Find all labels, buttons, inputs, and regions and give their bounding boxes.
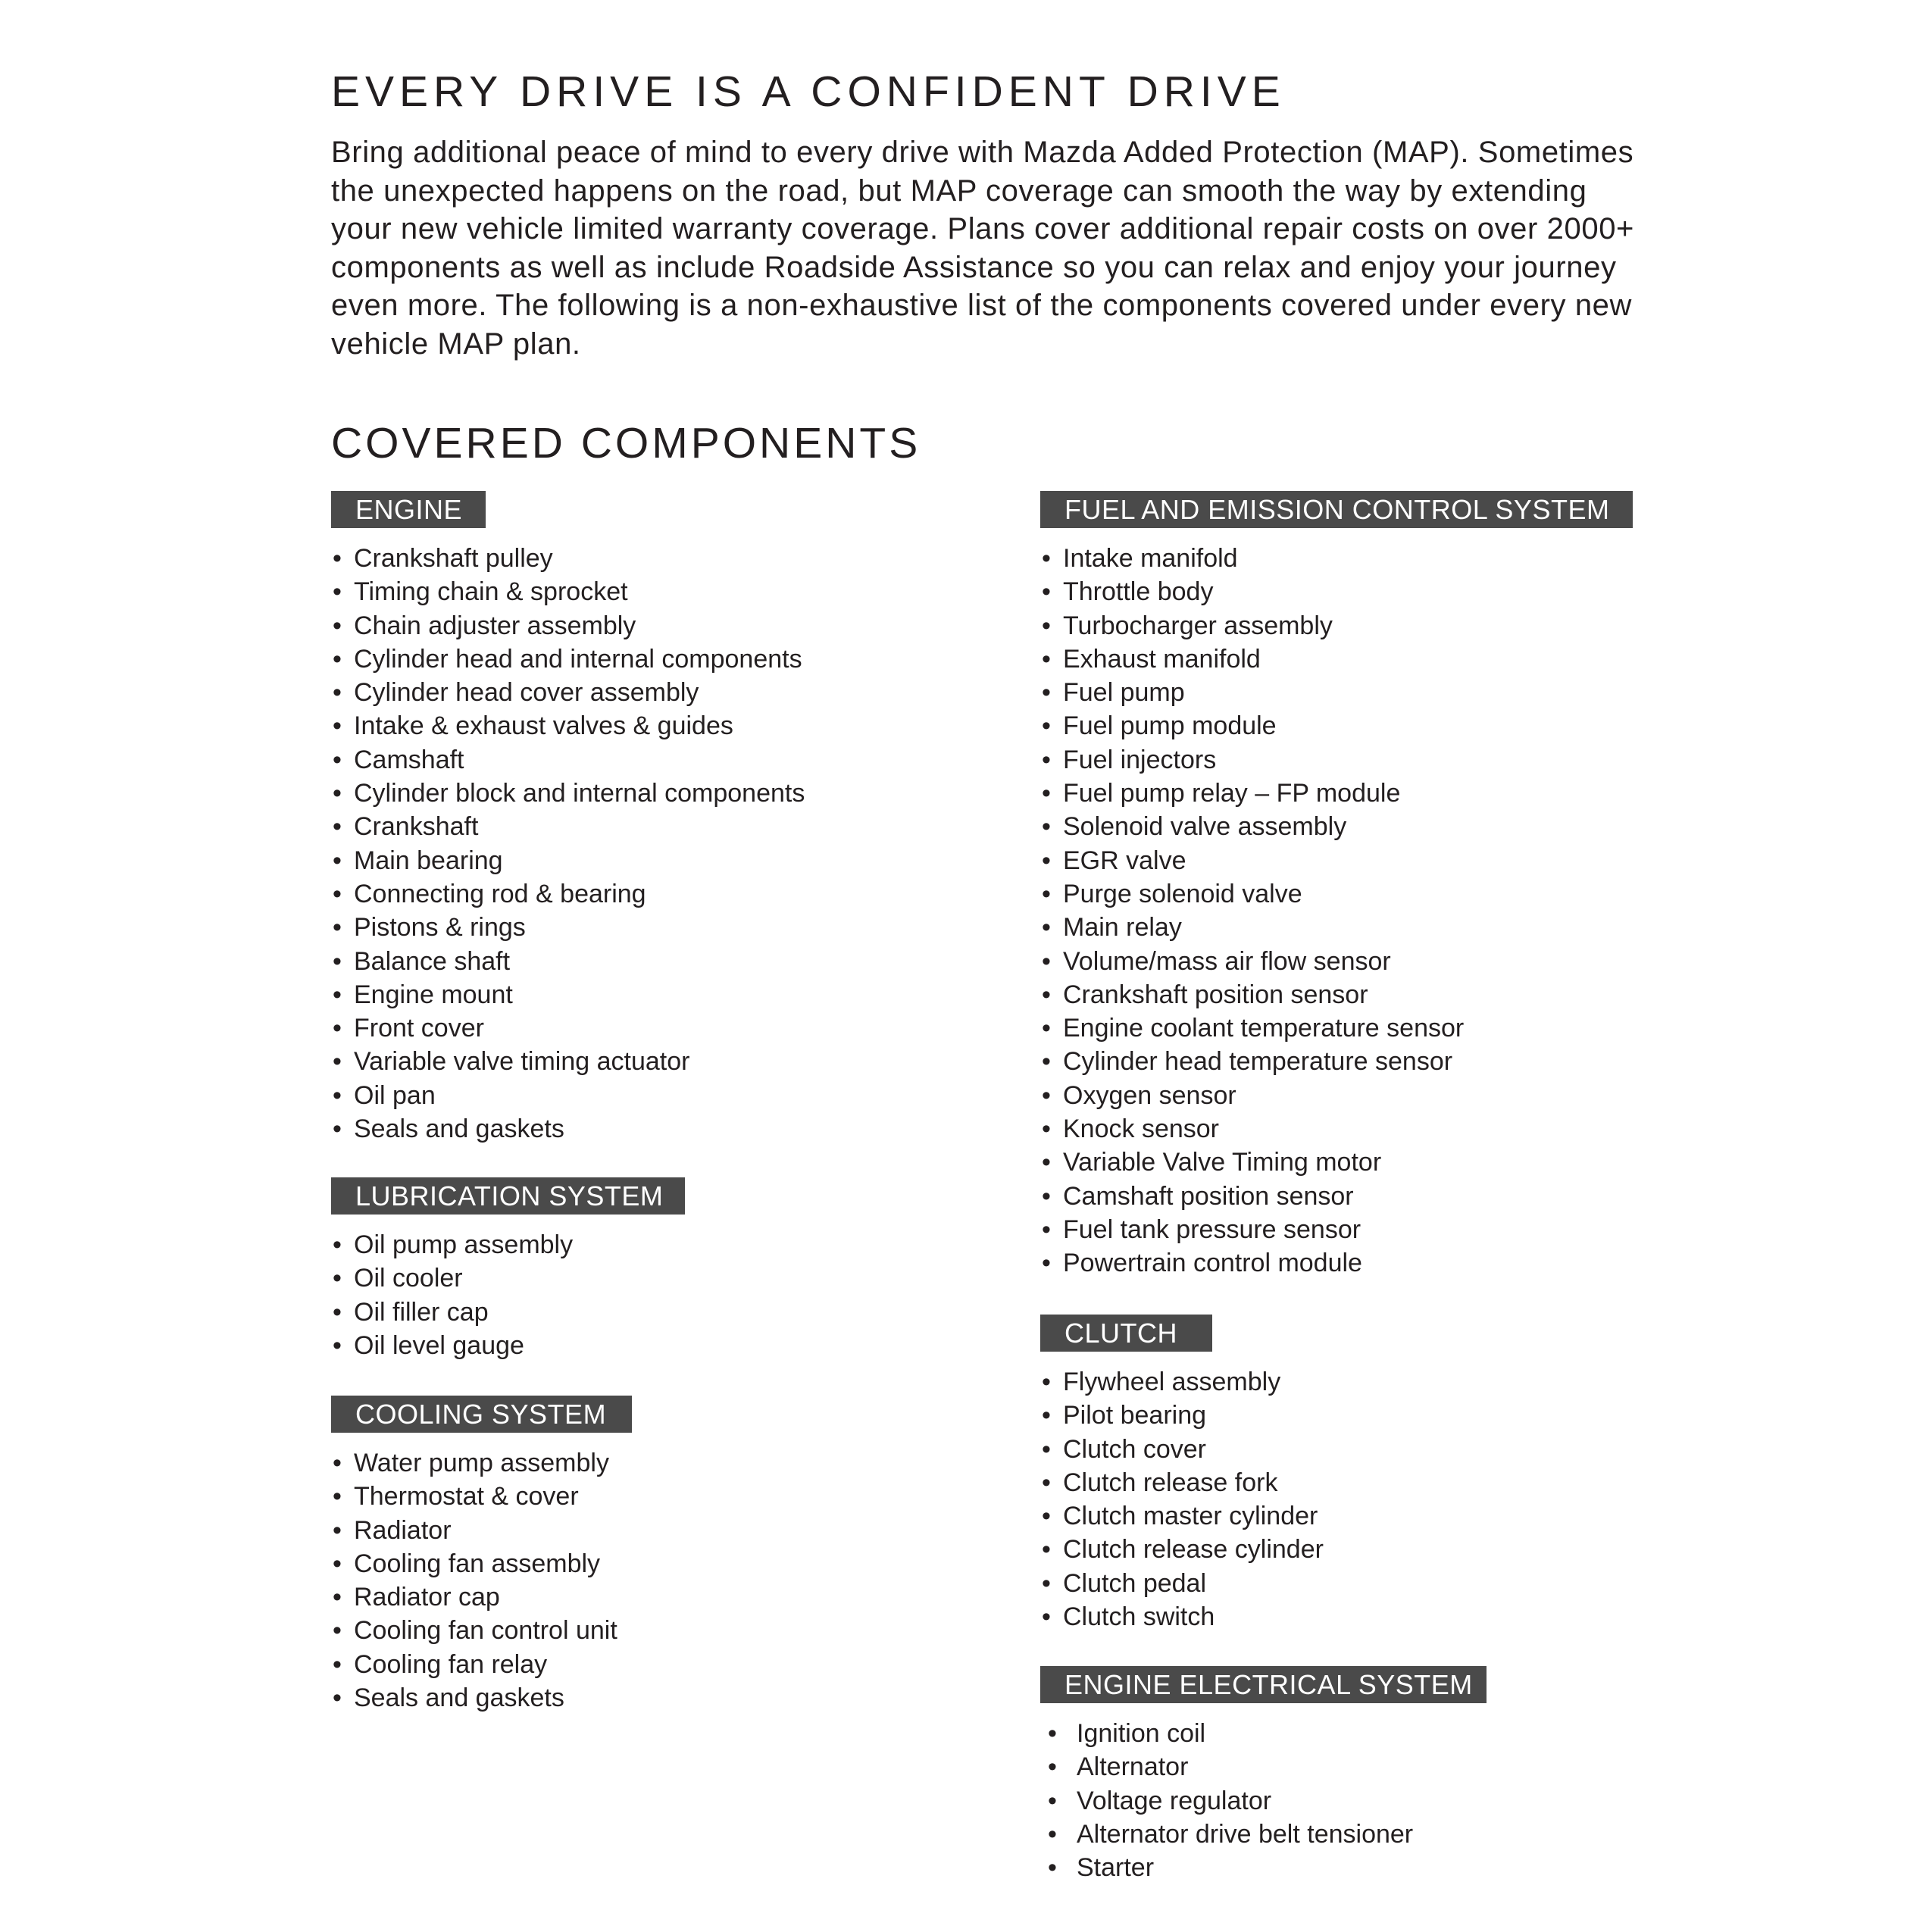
component-name: Turbocharger assembly	[1063, 611, 1333, 640]
component-name: Oxygen sensor	[1063, 1080, 1236, 1110]
bullet-icon: •	[1042, 745, 1051, 774]
component-name: Purge solenoid valve	[1063, 879, 1302, 908]
component-list-item	[331, 844, 805, 877]
component-name: Seals and gaskets	[354, 1114, 564, 1144]
component-list-item	[1040, 877, 1633, 911]
component-list-item	[1040, 709, 1633, 742]
component-name: Knock sensor	[1063, 1114, 1219, 1144]
bullet-icon: •	[333, 1080, 342, 1110]
component-list-item	[331, 945, 805, 978]
bullet-icon: •	[1048, 1819, 1057, 1849]
bullet-icon: •	[333, 711, 342, 741]
component-name: Camshaft position sensor	[1063, 1181, 1354, 1211]
bullet-icon: •	[333, 577, 342, 607]
component-list-item	[1040, 1784, 1487, 1818]
component-name: Oil pump assembly	[354, 1230, 574, 1259]
page-title: EVERY DRIVE IS A CONFIDENT DRIVE	[331, 67, 1286, 116]
bullet-icon: •	[1042, 779, 1051, 808]
component-name: Cylinder head cover assembly	[354, 678, 699, 708]
component-list-item	[331, 1681, 632, 1715]
component-name: Volume/mass air flow sensor	[1063, 946, 1391, 976]
category-clutch	[1040, 1315, 1324, 1633]
component-list-item	[1040, 1851, 1487, 1884]
component-list-item	[331, 743, 805, 777]
bullet-icon: •	[1042, 1249, 1051, 1278]
bullet-icon: •	[333, 1515, 342, 1545]
component-name: Camshaft	[354, 745, 464, 774]
component-name: Cooling fan relay	[354, 1649, 548, 1679]
bullet-icon: •	[1042, 946, 1051, 976]
category-header-engine-electrical: ENGINE ELECTRICAL SYSTEM	[1040, 1666, 1487, 1703]
component-list-item	[1040, 575, 1633, 608]
bullet-icon: •	[1042, 913, 1051, 943]
category-header-clutch: CLUTCH	[1040, 1315, 1212, 1352]
bullet-icon: •	[1042, 577, 1051, 607]
component-list-item	[1040, 1146, 1633, 1179]
bullet-icon: •	[333, 1114, 342, 1144]
component-list-item	[1040, 1213, 1633, 1246]
component-name: Fuel pump module	[1063, 711, 1277, 741]
component-list-lubrication	[331, 1228, 685, 1362]
bullet-icon: •	[1042, 1080, 1051, 1110]
component-list-item	[1040, 1079, 1633, 1112]
bullet-icon: •	[1042, 1047, 1051, 1077]
bullet-icon: •	[1042, 644, 1051, 674]
component-list-item	[331, 777, 805, 810]
component-name: Oil cooler	[354, 1264, 463, 1293]
component-list-item	[331, 1228, 685, 1261]
component-list-item	[1040, 1433, 1324, 1466]
component-list-item	[331, 1045, 805, 1078]
bullet-icon: •	[333, 1449, 342, 1477]
bullet-icon: •	[1042, 1014, 1051, 1043]
component-name: Fuel injectors	[1063, 745, 1217, 774]
component-name: Cooling fan control unit	[354, 1616, 617, 1646]
category-engine-electrical	[1040, 1666, 1487, 1884]
component-list-item	[331, 877, 805, 911]
bullet-icon: •	[1048, 1786, 1057, 1815]
component-name: Ignition coil	[1077, 1719, 1206, 1748]
component-list-item	[1040, 676, 1633, 709]
component-name: Powertrain control module	[1063, 1249, 1362, 1278]
component-list-item	[1040, 1180, 1633, 1213]
component-name: Timing chain & sprocket	[354, 577, 628, 607]
bullet-icon: •	[333, 544, 342, 573]
bullet-icon: •	[333, 946, 342, 976]
component-name: Clutch release fork	[1063, 1468, 1278, 1497]
component-list-item	[1040, 777, 1633, 810]
bullet-icon: •	[1042, 544, 1051, 573]
component-list-item	[331, 609, 805, 642]
bullet-icon: •	[333, 879, 342, 908]
component-name: Crankshaft pulley	[354, 544, 553, 573]
component-list-item	[331, 911, 805, 944]
category-header-cooling: COOLING SYSTEM	[331, 1396, 632, 1433]
component-list-item	[1040, 609, 1633, 642]
component-list-item	[331, 1480, 632, 1513]
bullet-icon: •	[1042, 1114, 1051, 1144]
component-list-item	[331, 1614, 632, 1647]
component-list-item	[331, 1296, 685, 1329]
component-list-item	[1040, 642, 1633, 676]
bullet-icon: •	[1042, 711, 1051, 741]
bullet-icon: •	[333, 1264, 342, 1293]
component-list-item	[331, 1648, 632, 1681]
bullet-icon: •	[333, 846, 342, 875]
bullet-icon: •	[1042, 1502, 1051, 1531]
component-name: Crankshaft	[354, 812, 479, 842]
component-name: Clutch switch	[1063, 1602, 1215, 1632]
bullet-icon: •	[1042, 980, 1051, 1009]
bullet-icon: •	[333, 678, 342, 708]
bullet-icon: •	[1048, 1752, 1057, 1782]
component-name: Chain adjuster assembly	[354, 611, 636, 640]
component-name: Clutch cover	[1063, 1434, 1206, 1464]
component-name: Radiator cap	[354, 1583, 500, 1612]
component-name: Oil filler cap	[354, 1297, 489, 1327]
bullet-icon: •	[333, 1297, 342, 1327]
component-name: Alternator drive belt tensioner	[1077, 1819, 1414, 1849]
bullet-icon: •	[333, 1014, 342, 1043]
component-list-item	[1040, 1399, 1324, 1432]
component-list-item	[1040, 1533, 1324, 1566]
bullet-icon: •	[333, 1616, 342, 1646]
component-name: Clutch pedal	[1063, 1568, 1207, 1598]
component-name: Voltage regulator	[1077, 1786, 1272, 1815]
component-list-item	[1040, 911, 1633, 944]
component-name: Oil pan	[354, 1080, 436, 1110]
component-name: Fuel pump	[1063, 678, 1185, 708]
component-list-item	[1040, 1365, 1324, 1399]
component-name: Main bearing	[354, 846, 503, 875]
bullet-icon: •	[1048, 1719, 1057, 1748]
component-list-item	[331, 1446, 632, 1480]
component-name: Throttle body	[1063, 577, 1214, 607]
category-engine	[331, 491, 805, 1146]
bullet-icon: •	[333, 1047, 342, 1077]
component-list-item	[1040, 1750, 1487, 1784]
bullet-icon: •	[1048, 1853, 1057, 1883]
bullet-icon: •	[1042, 1535, 1051, 1565]
bullet-icon: •	[333, 1482, 342, 1512]
bullet-icon: •	[333, 1549, 342, 1578]
section-title-covered-components: COVERED COMPONENTS	[331, 419, 921, 467]
component-list-item	[1040, 542, 1633, 575]
component-name: Balance shaft	[354, 946, 511, 976]
component-name: Radiator	[354, 1515, 452, 1545]
component-list-item	[331, 575, 805, 608]
component-name: Oil level gauge	[354, 1330, 524, 1360]
component-name: Thermostat & cover	[354, 1482, 579, 1512]
component-list-item	[1040, 1818, 1487, 1851]
bullet-icon: •	[1042, 611, 1051, 640]
component-list-item	[1040, 1466, 1324, 1499]
component-name: Pistons & rings	[354, 913, 526, 943]
bullet-icon: •	[1042, 1434, 1051, 1464]
component-list-item	[1040, 978, 1633, 1011]
category-header-lubrication: LUBRICATION SYSTEM	[331, 1177, 685, 1215]
bullet-icon: •	[333, 980, 342, 1009]
component-list-item	[331, 1547, 632, 1580]
component-name: Cooling fan assembly	[354, 1549, 601, 1578]
component-list-item	[1040, 1112, 1633, 1146]
bullet-icon: •	[333, 1683, 342, 1713]
component-name: Engine coolant temperature sensor	[1063, 1014, 1465, 1043]
component-list-item	[1040, 810, 1633, 843]
component-list-item	[331, 1079, 805, 1112]
component-name: Intake & exhaust valves & guides	[354, 711, 733, 741]
component-name: Crankshaft position sensor	[1063, 980, 1368, 1009]
bullet-icon: •	[333, 1583, 342, 1612]
component-name: Cylinder block and internal components	[354, 779, 805, 808]
bullet-icon: •	[1042, 1468, 1051, 1497]
component-name: Starter	[1077, 1853, 1155, 1883]
bullet-icon: •	[1042, 1401, 1051, 1430]
component-name: Cylinder head temperature sensor	[1063, 1047, 1453, 1077]
bullet-icon: •	[333, 745, 342, 774]
component-list-item	[1040, 1600, 1324, 1633]
component-name: Clutch master cylinder	[1063, 1502, 1318, 1531]
component-name: Fuel pump relay – FP module	[1063, 779, 1401, 808]
component-list-clutch	[1040, 1365, 1324, 1633]
component-name: Seals and gaskets	[354, 1683, 564, 1713]
component-name: Clutch release cylinder	[1063, 1535, 1324, 1565]
component-list-item	[1040, 1499, 1324, 1533]
category-cooling	[331, 1396, 632, 1715]
component-name: Main relay	[1063, 913, 1182, 943]
component-list-item	[1040, 844, 1633, 877]
component-name: Cylinder head and internal components	[354, 644, 802, 674]
component-name: Fuel tank pressure sensor	[1063, 1215, 1361, 1244]
component-list-item	[331, 1011, 805, 1045]
component-name: Intake manifold	[1063, 544, 1238, 573]
component-name: Solenoid valve assembly	[1063, 812, 1347, 842]
bullet-icon: •	[1042, 1602, 1051, 1632]
component-list-item	[331, 1112, 805, 1146]
bullet-icon: •	[333, 812, 342, 842]
component-name: Alternator	[1077, 1752, 1189, 1782]
component-name: Water pump assembly	[354, 1449, 609, 1477]
category-header-fuel-emission: FUEL AND EMISSION CONTROL SYSTEM	[1040, 491, 1633, 528]
component-list-item	[331, 810, 805, 843]
component-list-item	[1040, 1717, 1487, 1750]
component-list-cooling	[331, 1446, 632, 1715]
component-name: Front cover	[354, 1014, 484, 1043]
bullet-icon: •	[333, 1230, 342, 1259]
category-header-engine: ENGINE	[331, 491, 486, 528]
component-list-item	[1040, 1045, 1633, 1078]
component-list-item	[1040, 1011, 1633, 1045]
component-list-item	[1040, 743, 1633, 777]
bullet-icon: •	[1042, 1148, 1051, 1177]
component-list-item	[1040, 1567, 1324, 1600]
component-name: EGR valve	[1063, 846, 1186, 875]
component-list-item	[331, 1329, 685, 1362]
component-list-fuel-emission	[1040, 542, 1633, 1280]
bullet-icon: •	[333, 1330, 342, 1360]
bullet-icon: •	[1042, 1368, 1051, 1396]
component-list-item	[1040, 1246, 1633, 1280]
component-list-item	[331, 676, 805, 709]
component-list-item	[331, 542, 805, 575]
bullet-icon: •	[1042, 678, 1051, 708]
component-list-item	[331, 642, 805, 676]
component-name: Engine mount	[354, 980, 513, 1009]
component-list-item	[331, 1514, 632, 1547]
component-name: Connecting rod & bearing	[354, 879, 646, 908]
bullet-icon: •	[1042, 1181, 1051, 1211]
component-list-engine-electrical	[1040, 1717, 1487, 1884]
bullet-icon: •	[333, 1649, 342, 1679]
bullet-icon: •	[333, 779, 342, 808]
component-list-item	[331, 1261, 685, 1295]
component-name: Variable valve timing actuator	[354, 1047, 690, 1077]
bullet-icon: •	[1042, 1215, 1051, 1244]
component-list-item	[331, 1580, 632, 1614]
component-list-item	[331, 709, 805, 742]
component-list-engine	[331, 542, 805, 1146]
component-list-item	[1040, 945, 1633, 978]
component-name: Exhaust manifold	[1063, 644, 1261, 674]
bullet-icon: •	[333, 644, 342, 674]
component-list-item	[331, 978, 805, 1011]
category-lubrication	[331, 1177, 685, 1362]
bullet-icon: •	[333, 913, 342, 943]
bullet-icon: •	[1042, 1568, 1051, 1598]
bullet-icon: •	[333, 611, 342, 640]
category-fuel-emission	[1040, 491, 1633, 1280]
component-name: Pilot bearing	[1063, 1401, 1207, 1430]
component-name: Variable Valve Timing motor	[1063, 1148, 1382, 1177]
bullet-icon: •	[1042, 879, 1051, 908]
intro-paragraph: Bring additional peace of mind to every drive with Mazda Added Protection (MAP). Sometimes the unexpected happens on the road, but MAP coverage can smooth the way by extending your new vehicle limited warranty coverage. Plans cover additional repair costs on over 2000+ components as well as include Roadside Assistance so you can relax and enjoy your journey even more. The following is a non-exhaustive list of the components covered under every new vehicle MAP plan.	[331, 136, 1634, 361]
bullet-icon: •	[1042, 812, 1051, 842]
component-name: Flywheel assembly	[1063, 1368, 1281, 1396]
bullet-icon: •	[1042, 846, 1051, 875]
